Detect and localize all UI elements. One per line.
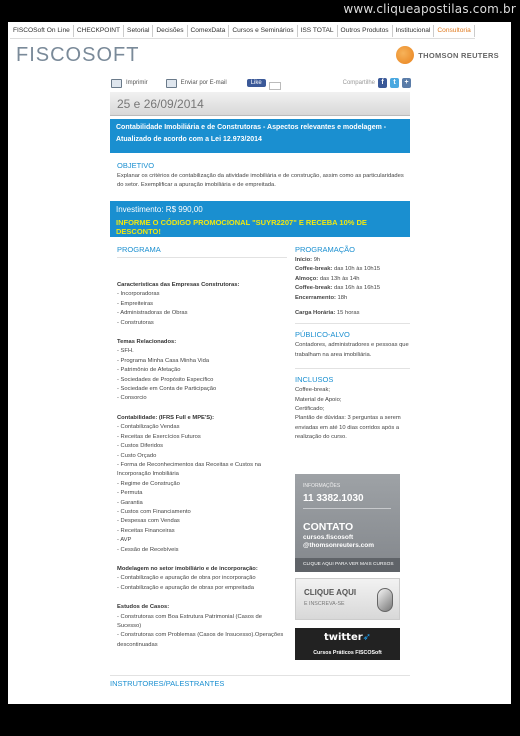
list-item: Coffee-break; xyxy=(295,387,331,394)
share-label: Compartilhe xyxy=(342,80,375,86)
nav-setorial[interactable]: Setorial xyxy=(124,25,153,37)
list-item: - Cessão de Recebíveis xyxy=(117,546,179,553)
schedule-label: Início: xyxy=(295,257,313,263)
course-date: 25 e 26/09/2014 xyxy=(117,97,204,111)
inclusos-list xyxy=(295,386,410,442)
list-item: - Garantia xyxy=(117,499,143,506)
contact-email-line1[interactable]: cursos.fiscosoft xyxy=(303,534,354,541)
list-item: - Receitas Financeiras xyxy=(117,527,175,534)
course-date-bar xyxy=(110,92,410,116)
programa-group-list xyxy=(117,574,287,593)
list-item: - Permuta xyxy=(117,490,143,497)
list-item: - Custo Orçado xyxy=(117,452,157,459)
objetivo-section xyxy=(117,161,409,191)
more-courses-link[interactable]: CLIQUE AQUI PARA VER MAIS CURSOS xyxy=(295,558,400,572)
list-item: - Contabilização Vendas xyxy=(117,424,180,431)
schedule-label: Coffee-break: xyxy=(295,266,333,273)
schedule-row xyxy=(295,256,410,265)
nav-consultoria[interactable]: Consultoria xyxy=(434,25,474,37)
schedule-row xyxy=(295,284,410,293)
twitter-share-icon[interactable]: t xyxy=(390,78,399,88)
list-item: - Patrimônio de Afetação xyxy=(117,367,181,374)
nav-checkpoint[interactable]: CHECKPOINT xyxy=(74,25,124,37)
programa-group-title: Estudos de Casos: xyxy=(117,604,170,611)
like-count-box xyxy=(269,82,281,90)
list-item: - Regime de Construção xyxy=(117,480,180,487)
thomson-reuters-emblem-icon xyxy=(396,46,414,64)
divider xyxy=(117,257,287,258)
list-item: Material de Apoio; xyxy=(295,396,342,403)
fiscosoft-logo[interactable]: FISCOSOFT xyxy=(16,44,140,66)
twitter-bird-icon: ➶ xyxy=(362,632,372,643)
programa-list xyxy=(117,281,287,650)
top-navigation xyxy=(10,25,475,39)
register-banner[interactable] xyxy=(295,578,400,620)
list-item: Plantão de dúvidas: 3 perguntas a serem enviadas em até 10 dias corridos após a realização do curso. xyxy=(295,415,401,441)
spacer xyxy=(117,404,287,414)
list-item: - Administradoras de Obras xyxy=(117,310,188,317)
inclusos-heading: INCLUSOS xyxy=(295,375,334,385)
share-group xyxy=(343,78,411,88)
nav-cursos-seminarios[interactable]: Cursos e Seminários xyxy=(229,25,297,37)
list-item: - Contabilização e apuração de obras por empreitada xyxy=(117,584,254,591)
list-item: - Construtoras com Problemas (Casos de Insucesso).Operações descontinuadas xyxy=(117,632,284,648)
schedule-value: das 16h às 16h15 xyxy=(334,285,381,292)
spacer xyxy=(117,328,287,338)
programa-section xyxy=(117,245,287,650)
carga-horaria xyxy=(295,309,410,318)
programa-group-title: Características das Empresas Construtoras: xyxy=(117,282,240,288)
list-item: - Incorporadoras xyxy=(117,291,160,298)
programa-group-title: Modelagem no setor imobiliário e de incorporação: xyxy=(117,565,258,572)
twitter-banner[interactable] xyxy=(295,628,400,660)
carga-label: Carga Horária: xyxy=(295,310,336,317)
action-toolbar xyxy=(111,74,411,92)
spacer xyxy=(117,261,287,271)
divider xyxy=(295,323,410,324)
programacao-heading: PROGRAMAÇÃO xyxy=(295,245,356,254)
page-content xyxy=(8,22,511,704)
schedule-value: 9h xyxy=(313,257,321,263)
nav-fiscosoft-online[interactable]: FISCOSoft On Line xyxy=(10,25,74,37)
schedule-value: das 10h às 10h15 xyxy=(334,266,381,273)
schedule-label: Encerramento: xyxy=(295,294,336,301)
list-item: - Forma de Reconhecimentos das Receitas e Custos na Incorporação Imobiliária xyxy=(117,461,262,478)
email-label: Enviar por E-mail xyxy=(180,80,227,86)
instrutores-section xyxy=(110,675,410,688)
programa-group-list xyxy=(117,423,287,555)
schedule-label: Almoço: xyxy=(295,275,319,282)
schedule-row xyxy=(295,294,410,303)
twitter-logo-text: twitter xyxy=(323,632,363,643)
promo-code-text: INFORME O CÓDIGO PROMOCIONAL "SUYR2207" E RECEBA 10% DE DESCONTO! xyxy=(116,218,367,236)
list-item: - Sociedades de Propósito Específico xyxy=(117,376,214,383)
list-item: - Receitas de Exercícios Futuros xyxy=(117,433,201,440)
mouse-icon xyxy=(377,588,393,612)
list-item: - AVP xyxy=(117,537,132,544)
nav-outros-produtos[interactable]: Outros Produtos xyxy=(338,25,393,37)
schedule-row xyxy=(295,265,410,274)
objetivo-heading: OBJETIVO xyxy=(117,161,155,170)
schedule-value: 18h xyxy=(337,294,348,301)
contact-box xyxy=(295,474,400,572)
spacer xyxy=(117,593,287,603)
spacer xyxy=(117,271,287,281)
investment-price: Investimento: R$ 990,00 xyxy=(116,205,203,214)
facebook-icon[interactable]: f xyxy=(378,78,387,88)
programa-group-title: Contabilidade: (IFRS Full e MPE'S): xyxy=(117,414,215,421)
list-item: - Custos com Financiamento xyxy=(117,508,191,515)
list-item: - Custos Diferidos xyxy=(117,443,164,450)
list-item: - Empreiteiras xyxy=(117,300,154,307)
course-title: Contabilidade Imobiliária e de Construtoras - Aspectos relevantes e modelagem - Atualizado de acordo com a Lei 12.973/2014 xyxy=(110,119,410,153)
instrutores-heading: INSTRUTORES/PALESTRANTES xyxy=(110,679,225,688)
nav-decisoes[interactable]: Decisões xyxy=(153,25,187,37)
list-item: - Contabilização e apuração de obra por incorporação xyxy=(117,575,256,582)
list-item: - Sociedade em Conta de Participação xyxy=(117,386,217,393)
nav-iss-total[interactable]: ISS TOTAL xyxy=(298,25,338,37)
contact-info-label: INFORMAÇÕES xyxy=(303,483,341,489)
sidebar-info xyxy=(295,245,410,443)
print-label: Imprimir xyxy=(126,80,148,86)
twitter-subtitle: Cursos Práticos FISCOSoft xyxy=(313,650,382,656)
programa-group-list xyxy=(117,290,287,328)
contact-title: CONTATO xyxy=(303,521,354,533)
printer-icon xyxy=(111,79,122,88)
thomson-reuters-logo[interactable] xyxy=(396,46,499,64)
email-button[interactable] xyxy=(166,79,227,88)
contact-phone[interactable]: 11 3382.1030 xyxy=(303,493,364,504)
spacer xyxy=(117,555,287,565)
list-item: Certificado; xyxy=(295,406,325,413)
investment-box xyxy=(110,201,410,237)
programa-group-title: Temas Relacionados: xyxy=(117,339,177,346)
bottom-bar xyxy=(0,704,520,736)
nav-comexdata[interactable]: ComexData xyxy=(188,25,230,37)
publico-text: Contadores, administradores e pessoas que trabalham na area imobiliária. xyxy=(295,342,409,358)
email-icon xyxy=(166,79,177,88)
contact-email-line2[interactable]: @thomsonreuters.com xyxy=(303,542,374,549)
thomson-reuters-text: THOMSON REUTERS xyxy=(418,50,499,60)
list-item: - Consorcio xyxy=(117,395,147,402)
divider xyxy=(303,508,391,509)
schedule-value: das 13h às 14h xyxy=(319,275,360,282)
programa-group-list xyxy=(117,613,287,651)
list-item: - Despesas com Vendas xyxy=(117,518,180,525)
list-item: - Programa Minha Casa Minha Vida xyxy=(117,357,210,364)
list-item: - Construtoras xyxy=(117,319,154,326)
programa-group-list xyxy=(117,347,287,403)
nav-institucional[interactable]: Institucional xyxy=(393,25,435,37)
carga-value: 15 horas xyxy=(336,310,360,317)
schedule-row xyxy=(295,275,410,284)
register-title: CLIQUE AQUI xyxy=(304,588,357,597)
twitter-logo xyxy=(295,632,400,643)
programa-heading: PROGRAMA xyxy=(117,245,161,254)
list-item: - Construtoras com Boa Estrutura Patrimonial (Casos de Sucesso) xyxy=(117,613,262,629)
add-share-icon[interactable]: + xyxy=(402,78,411,88)
register-subtitle: E INSCREVA-SE xyxy=(304,601,345,607)
list-item: - SFH. xyxy=(117,348,134,355)
publico-heading: PÚBLICO-ALVO xyxy=(295,330,350,340)
programacao-schedule xyxy=(295,256,410,303)
objetivo-text: Explanar os critérios de contabilização da atividade imobiliária e de construção, assim como as particularidades do setor. Exemplificar a apuração imobiliária e de empreitada. xyxy=(117,173,404,189)
schedule-label: Coffee-break: xyxy=(295,285,333,292)
divider xyxy=(295,368,410,369)
watermark-url: www.cliqueapostilas.com.br xyxy=(343,2,516,16)
facebook-like-button[interactable]: Like xyxy=(247,79,266,87)
print-button[interactable] xyxy=(111,79,148,88)
